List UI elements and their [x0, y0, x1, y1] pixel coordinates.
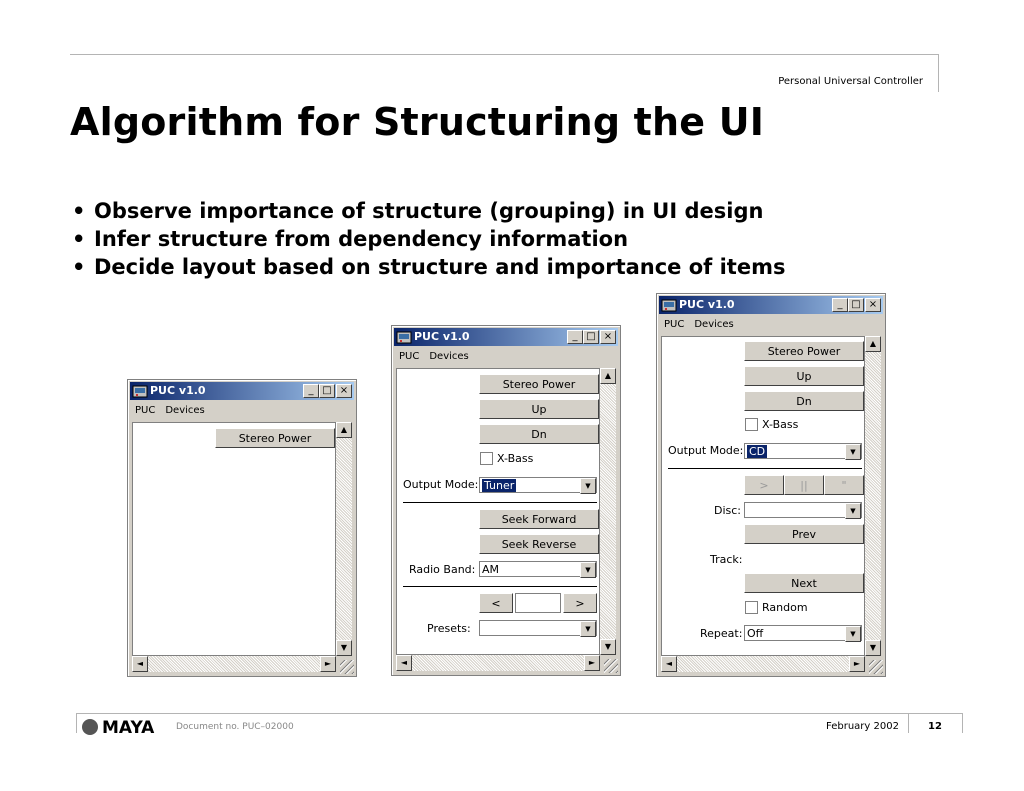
dn-button[interactable]: Dn: [479, 424, 599, 444]
dropdown-arrow-icon[interactable]: ▼: [580, 478, 596, 494]
stereo-power-button[interactable]: Stereo Power: [479, 374, 599, 394]
divider: [403, 502, 597, 503]
maya-logo-text: MAYA: [102, 718, 155, 738]
output-mode-value: CD: [749, 445, 766, 458]
window-title: PUC v1.0: [679, 298, 735, 311]
menu-devices[interactable]: Devices: [429, 351, 469, 362]
random-label: Random: [762, 601, 808, 614]
menu-puc[interactable]: PUC: [399, 351, 420, 362]
menu-devices[interactable]: Devices: [165, 405, 205, 416]
dn-button[interactable]: Dn: [744, 391, 864, 411]
repeat-select[interactable]: [744, 625, 862, 641]
presets-label: Presets:: [427, 622, 471, 635]
disc-label: Disc:: [714, 504, 742, 517]
resize-grip-icon[interactable]: [604, 659, 618, 673]
horizontal-scrollbar[interactable]: [132, 656, 336, 672]
dropdown-arrow-icon[interactable]: ▼: [845, 503, 861, 519]
divider: [403, 586, 597, 587]
repeat-label: Repeat:: [700, 627, 743, 640]
puc-app-icon: [132, 383, 148, 399]
title-bar[interactable]: [394, 328, 618, 346]
footer-divider-rule: [908, 713, 909, 733]
random-checkbox[interactable]: [745, 601, 758, 614]
client-area: [132, 422, 336, 656]
bullet-text: Infer structure from dependency information: [94, 227, 629, 251]
horizontal-scrollbar[interactable]: [396, 655, 600, 671]
vertical-scrollbar[interactable]: [336, 422, 352, 656]
resize-grip-icon[interactable]: [340, 660, 354, 674]
puc-window-cd: [656, 293, 886, 677]
client-area: [396, 368, 600, 655]
bullet-dot: •: [72, 199, 86, 223]
title-bar[interactable]: [659, 296, 883, 314]
dropdown-arrow-icon[interactable]: ▼: [845, 444, 861, 460]
bullet-item: [72, 253, 785, 281]
dropdown-arrow-icon[interactable]: ▼: [580, 562, 596, 578]
menu-puc[interactable]: PUC: [664, 319, 685, 330]
maya-logo-icon: [82, 719, 98, 735]
minimize-button[interactable]: _: [832, 298, 848, 312]
client-area: [661, 336, 865, 656]
maximize-button[interactable]: □: [583, 330, 599, 344]
play-button[interactable]: >: [744, 475, 784, 495]
radio-band-label: Radio Band:: [409, 563, 476, 576]
puc-app-icon: [396, 329, 412, 345]
horizontal-scrollbar[interactable]: [661, 656, 865, 672]
puc-app-icon: [661, 297, 677, 313]
up-button[interactable]: Up: [744, 366, 864, 386]
menu-puc[interactable]: PUC: [135, 405, 156, 416]
bullet-item: [72, 197, 785, 225]
preset-prev-button[interactable]: <: [479, 593, 513, 613]
menu-devices[interactable]: Devices: [694, 319, 734, 330]
scroll-up-icon[interactable]: ▲: [865, 336, 881, 352]
puc-window-small: [127, 379, 357, 677]
scroll-up-icon[interactable]: ▲: [336, 422, 352, 438]
scroll-right-icon[interactable]: ►: [320, 656, 336, 672]
maximize-button[interactable]: □: [848, 298, 864, 312]
stop-button[interactable]: ": [824, 475, 864, 495]
up-button[interactable]: Up: [479, 399, 599, 419]
radio-band-value: AM: [482, 563, 500, 576]
footer-left-rule: [76, 713, 77, 733]
bullet-list: [72, 197, 785, 281]
stereo-power-button[interactable]: Stereo Power: [215, 428, 335, 448]
presets-select[interactable]: [479, 620, 597, 636]
scroll-down-icon[interactable]: ▼: [600, 639, 616, 655]
close-button[interactable]: ×: [600, 330, 616, 344]
maya-logo: [82, 718, 154, 738]
bullet-text: Decide layout based on structure and importance of items: [94, 255, 786, 279]
header-label: Personal Universal Controller: [778, 76, 923, 87]
title-bar[interactable]: [130, 382, 354, 400]
scroll-right-icon[interactable]: ►: [849, 656, 865, 672]
dropdown-arrow-icon[interactable]: ▼: [580, 621, 596, 637]
output-mode-label: Output Mode:: [403, 478, 479, 491]
disc-select[interactable]: [744, 502, 862, 518]
scroll-right-icon[interactable]: ►: [584, 655, 600, 671]
track-label: Track:: [710, 553, 743, 566]
divider: [668, 468, 862, 469]
xbass-checkbox[interactable]: [480, 452, 493, 465]
preset-field[interactable]: [515, 593, 561, 613]
output-mode-value: Tuner: [484, 479, 515, 492]
close-button[interactable]: ×: [865, 298, 881, 312]
header-right-rule: [938, 54, 939, 92]
menu-bar: [394, 348, 618, 366]
scroll-left-icon[interactable]: ◄: [396, 655, 412, 671]
scroll-up-icon[interactable]: ▲: [600, 368, 616, 384]
page-number: 12: [928, 721, 942, 732]
menu-bar: [659, 316, 883, 334]
document-number: Document no. PUC–02000: [176, 722, 294, 732]
prev-track-button[interactable]: Prev: [744, 524, 864, 544]
repeat-value: Off: [747, 627, 764, 640]
scroll-left-icon[interactable]: ◄: [132, 656, 148, 672]
scroll-left-icon[interactable]: ◄: [661, 656, 677, 672]
minimize-button[interactable]: _: [303, 384, 319, 398]
bullet-dot: •: [72, 227, 86, 251]
puc-window-tuner: [391, 325, 621, 676]
vertical-scrollbar[interactable]: [600, 368, 616, 655]
xbass-checkbox[interactable]: [745, 418, 758, 431]
close-button[interactable]: ×: [336, 384, 352, 398]
minimize-button[interactable]: _: [567, 330, 583, 344]
footer-right-rule: [962, 713, 963, 733]
bullet-item: [72, 225, 785, 253]
scroll-down-icon[interactable]: ▼: [336, 640, 352, 656]
next-track-button[interactable]: Next: [744, 573, 864, 593]
slide-title: Algorithm for Structuring the UI: [70, 100, 765, 144]
vertical-scrollbar[interactable]: [865, 336, 881, 656]
preset-next-button[interactable]: >: [563, 593, 597, 613]
menu-bar: [130, 402, 354, 420]
xbass-label: X-Bass: [497, 452, 534, 465]
radio-band-select[interactable]: [479, 561, 597, 577]
xbass-label: X-Bass: [762, 418, 799, 431]
pause-button[interactable]: ||: [784, 475, 824, 495]
resize-grip-icon[interactable]: [869, 660, 883, 674]
output-mode-label: Output Mode:: [668, 444, 744, 457]
bullet-text: Observe importance of structure (grouping) in UI design: [94, 199, 764, 223]
output-mode-select[interactable]: [479, 477, 597, 493]
header-rule: [70, 54, 939, 55]
seek-reverse-button[interactable]: Seek Reverse: [479, 534, 599, 554]
bullet-dot: •: [72, 255, 86, 279]
output-mode-select[interactable]: [744, 443, 862, 459]
scroll-down-icon[interactable]: ▼: [865, 640, 881, 656]
footer-date: February 2002: [826, 721, 899, 732]
footer-rule: [76, 713, 963, 714]
stereo-power-button[interactable]: Stereo Power: [744, 341, 864, 361]
dropdown-arrow-icon[interactable]: ▼: [845, 626, 861, 642]
maximize-button[interactable]: □: [319, 384, 335, 398]
window-title: PUC v1.0: [414, 330, 470, 343]
window-title: PUC v1.0: [150, 384, 206, 397]
seek-forward-button[interactable]: Seek Forward: [479, 509, 599, 529]
